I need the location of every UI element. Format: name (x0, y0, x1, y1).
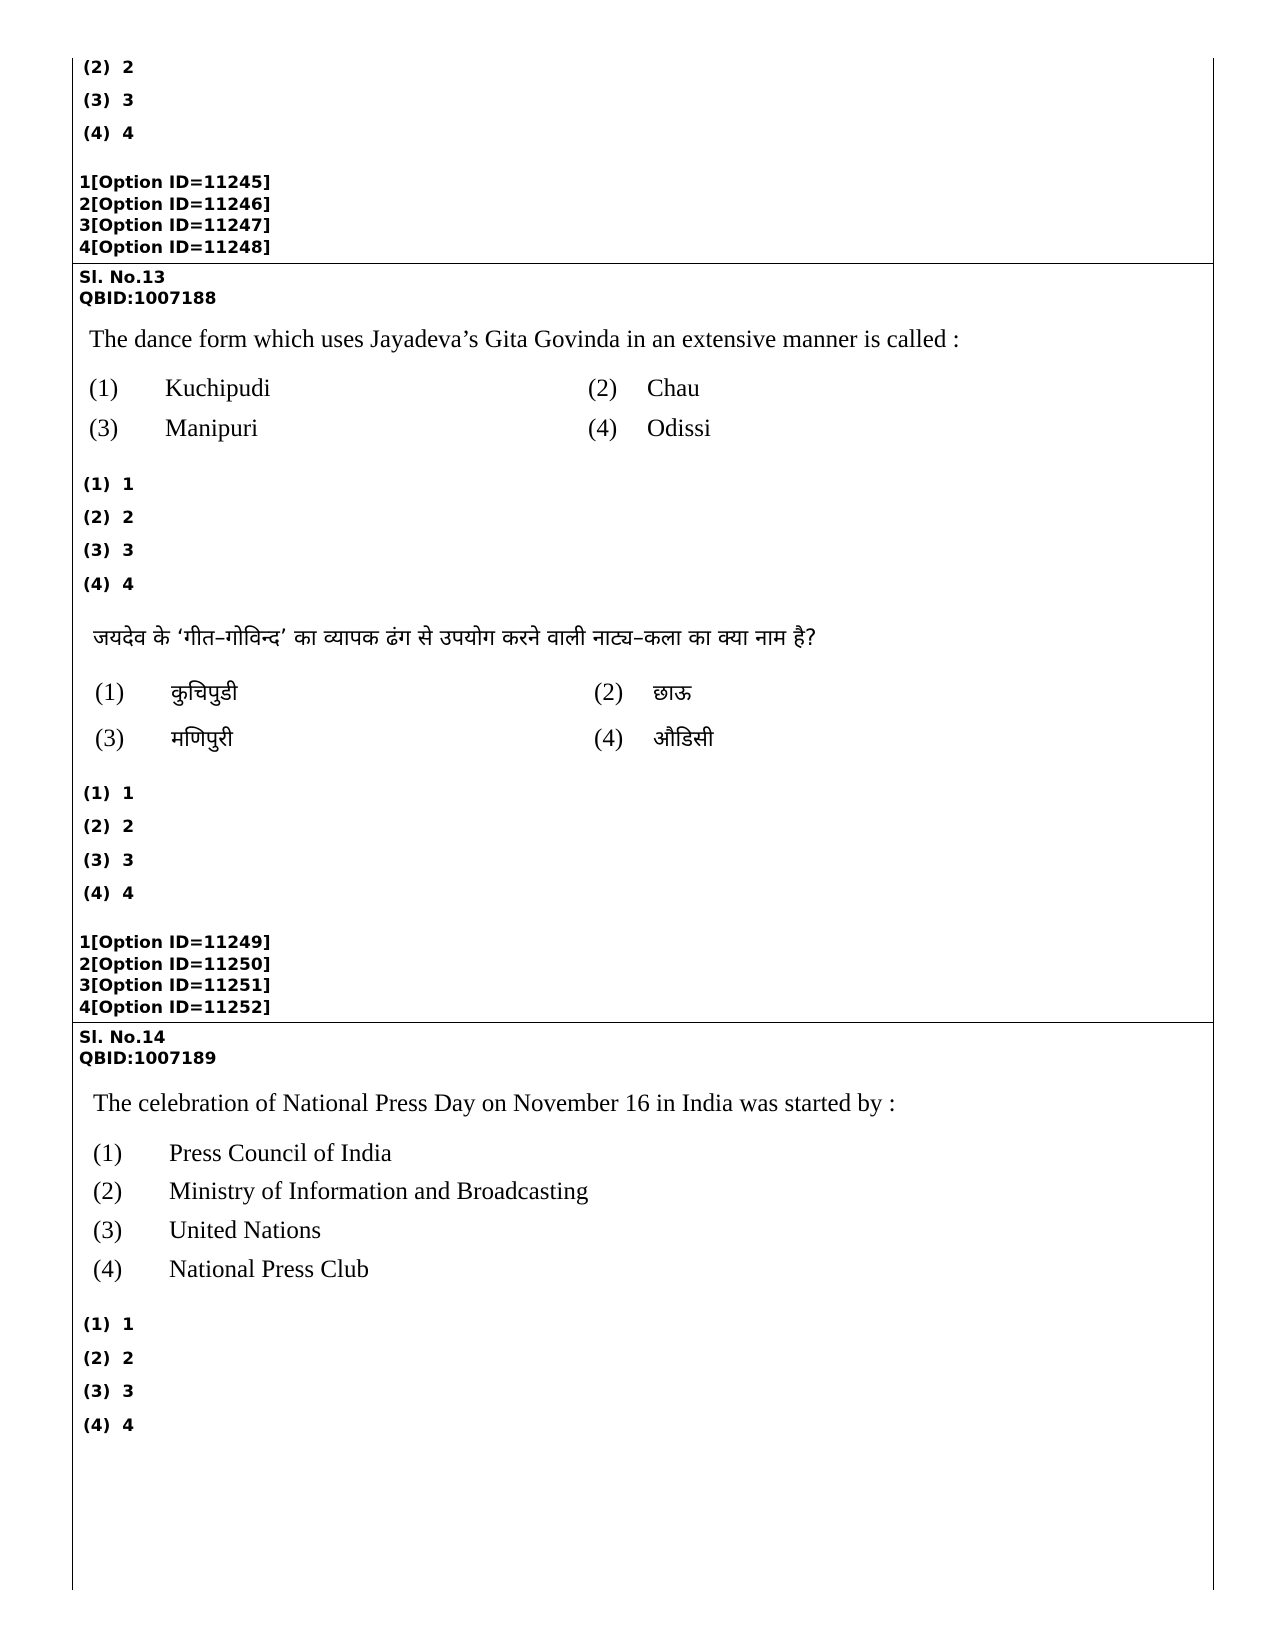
choice-number: (3) (93, 1217, 123, 1244)
option-id: 3[Option ID=11251] (79, 976, 271, 996)
choice-number: (4) (93, 1256, 123, 1283)
prev-option-ids (79, 173, 270, 259)
choice-number: (3) (95, 725, 125, 752)
option-id: 1[Option ID=11245] (79, 173, 271, 193)
option-id: 2[Option ID=11250] (79, 954, 271, 975)
choice-text: छाऊ (653, 681, 692, 706)
answer-option[interactable]: (1) 1 (83, 784, 135, 804)
choice (95, 677, 238, 707)
answer-option[interactable]: (1) 1 (83, 475, 135, 495)
answer-option[interactable]: (3) 3 (83, 851, 135, 871)
q14-question-en: The celebration of National Press Day on November 16 in India was started by : (93, 1090, 896, 1117)
option-id: 2[Option ID=11246] (79, 194, 271, 215)
answer-option[interactable]: (4) 4 (83, 884, 135, 904)
q13-header (79, 268, 216, 310)
choice (594, 677, 691, 707)
page-frame (72, 58, 1214, 1590)
choice (95, 723, 233, 753)
choice-number: (3) (89, 415, 119, 442)
q14-header (79, 1028, 216, 1070)
choice-text: United Nations (169, 1217, 322, 1244)
answer-option[interactable]: (1) 1 (83, 1315, 135, 1335)
option-id: 4[Option ID=11248] (79, 237, 271, 258)
choice (89, 375, 271, 403)
answer-option[interactable]: (2) 2 (83, 817, 135, 837)
question-divider (72, 1022, 1214, 1023)
choice-number: (2) (594, 679, 624, 706)
choice-text: कुचिपुडी (171, 681, 238, 706)
choice-text: Ministry of Information and Broadcasting (169, 1178, 589, 1205)
q13-question-en: The dance form which uses Jayadeva’s Gita Govinda in an extensive manner is called : (89, 326, 960, 353)
choice-number: (2) (588, 375, 618, 402)
answer-option[interactable]: (3) 3 (83, 541, 135, 561)
choice-number: (4) (594, 725, 624, 752)
option-id: 1[Option ID=11249] (79, 933, 271, 953)
answer-option[interactable]: (4) 4 (83, 1416, 135, 1436)
answer-option[interactable]: (3) 3 (83, 91, 135, 111)
choice-text: Chau (647, 375, 700, 402)
choice-number: (1) (93, 1140, 123, 1167)
choice-text: National Press Club (169, 1256, 369, 1283)
answer-option[interactable]: (2) 2 (83, 1349, 135, 1369)
answer-option[interactable]: (4) 4 (83, 124, 135, 144)
choice (588, 375, 700, 403)
choice (93, 1256, 369, 1284)
choice-text: मणिपुरी (171, 727, 233, 752)
choice-text: Odissi (647, 415, 711, 442)
choice (594, 723, 714, 753)
answer-option[interactable]: (2) 2 (83, 508, 135, 528)
answer-option[interactable]: (4) 4 (83, 575, 135, 595)
choice (93, 1140, 392, 1168)
choice-number: (1) (89, 375, 119, 402)
answer-option[interactable]: (2) 2 (83, 58, 135, 78)
answer-option[interactable]: (3) 3 (83, 1382, 135, 1402)
choice-text: औडिसी (653, 727, 714, 752)
choice (93, 1178, 588, 1206)
choice-number: (4) (588, 415, 618, 442)
choice-text: Press Council of India (169, 1140, 392, 1167)
q13-question-hi: जयदेव के ‘गीत–गोविन्द’ का व्यापक ढंग से उपयोग करने वाली नाट्य–कला का क्या नाम है? (93, 626, 817, 651)
serial-number: Sl. No.13 (79, 268, 166, 288)
qbid: QBID:1007189 (79, 1049, 217, 1069)
choice (89, 415, 258, 443)
option-id: 3[Option ID=11247] (79, 216, 271, 236)
choice-text: Kuchipudi (165, 375, 271, 402)
serial-number: Sl. No.14 (79, 1028, 166, 1048)
choice-text: Manipuri (165, 415, 259, 442)
qbid: QBID:1007188 (79, 289, 217, 309)
choice (93, 1217, 321, 1245)
choice-number: (1) (95, 679, 125, 706)
choice-number: (2) (93, 1178, 123, 1205)
q13-option-ids (79, 933, 270, 1019)
choice (588, 415, 711, 443)
question-divider (72, 263, 1214, 264)
option-id: 4[Option ID=11252] (79, 997, 271, 1018)
